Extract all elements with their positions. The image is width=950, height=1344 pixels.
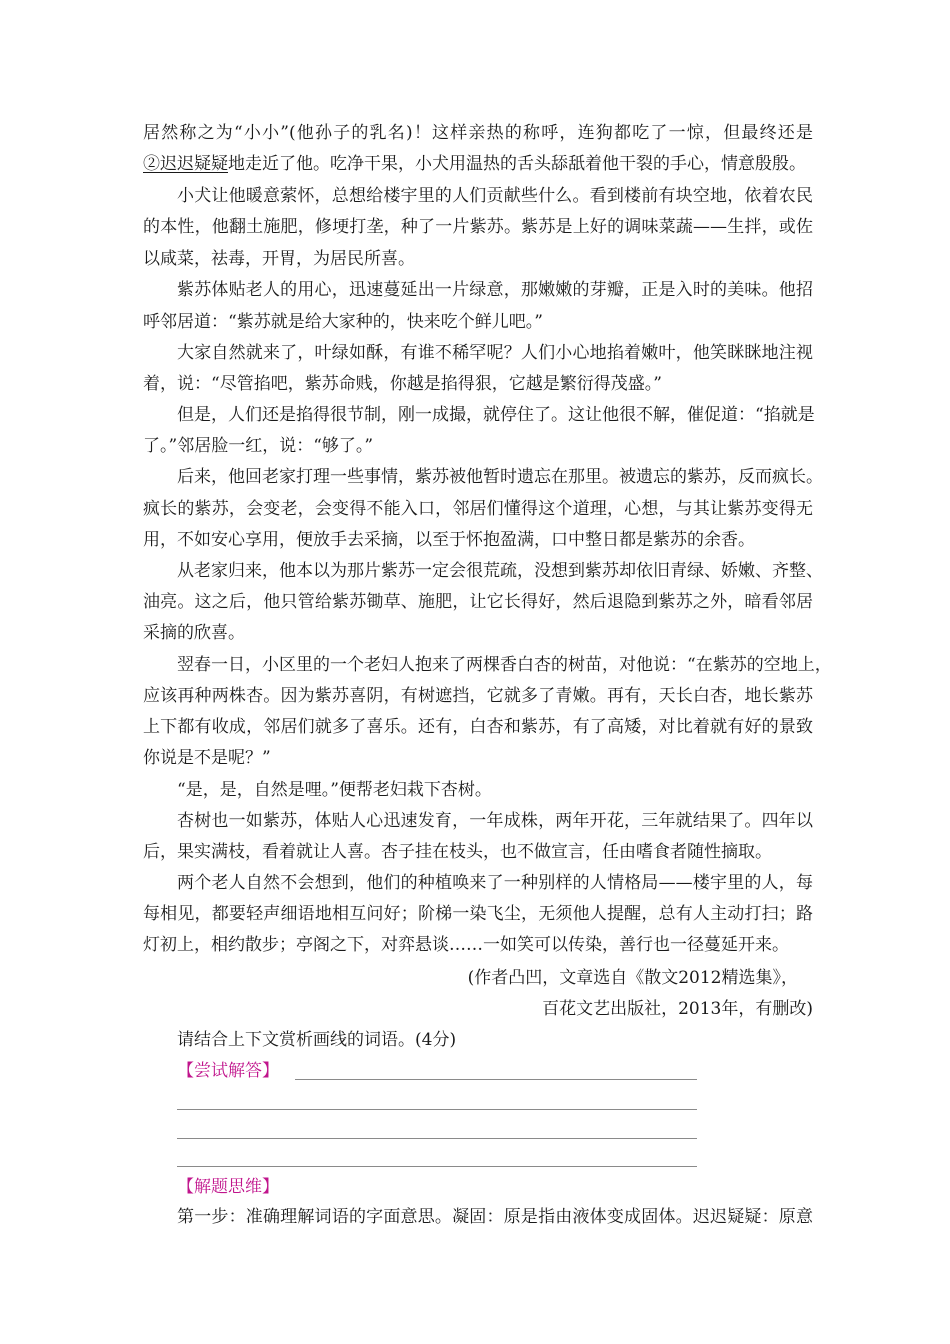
- text-line: 大家自然就来了，叶绿如酥，有谁不稀罕呢？人们小心地掐着嫩叶，他笑眯眯地注视: [177, 343, 813, 363]
- try-answer-label: 【尝试解答】: [177, 1061, 279, 1081]
- text-line: 呼邻居道：“紫苏就是给大家种的，快来吃个鲜儿吧。”: [143, 312, 543, 332]
- text-line: 居然称之为“小小”(他孙子的乳名)！这样亲热的称呼，连狗都吃了一惊，但最终还是: [143, 123, 813, 143]
- text-line: 采摘的欣喜。: [143, 623, 245, 643]
- text-line: 了。”邻居脸一红，说：“够了。”: [143, 436, 374, 456]
- source-citation-line-2: 百花文艺出版社，2013年，有删改): [542, 999, 813, 1019]
- text-line: 油亮。这之后，他只管给紫苏锄草、施肥，让它长得好，然后退隐到紫苏之外，暗看邻居: [143, 592, 813, 612]
- text-line-rest: 地走近了他。吃净干果，小犬用温热的舌头舔舐着他干裂的手心，情意殷殷。: [228, 154, 806, 174]
- text-line: 以咸菜，祛毒，开胃，为居民所喜。: [143, 249, 415, 269]
- text-line: 你说是不是呢？”: [143, 748, 271, 768]
- question-text: 请结合上下文赏析画线的词语。(4分): [177, 1030, 457, 1050]
- text-line: “是，是，自然是哩。”便帮老妇栽下杏树。: [177, 780, 492, 800]
- underlined-word: ②迟迟疑疑: [143, 154, 228, 174]
- answer-blank-line[interactable]: [177, 1138, 697, 1139]
- text-line: 两个老人自然不会想到，他们的种植唤来了一种别样的人情格局——楼宇里的人，每: [177, 873, 813, 893]
- text-line: 用，不如安心享用，便放手去采摘，以至于怀抱盈满，口中整日都是紫苏的余香。: [143, 530, 755, 550]
- text-line: 灯初上，相约散步；亭阁之下，对弈悬谈……一如笑可以传染，善行也一径蔓延开来。: [143, 935, 789, 955]
- thinking-label: 【解题思维】: [177, 1177, 279, 1197]
- text-line: [143, 152, 813, 176]
- text-line: 紫苏体贴老人的用心，迅速蔓延出一片绿意，那嫩嫩的芽瓣，正是入时的美味。他招: [177, 280, 813, 300]
- text-line: 但是，人们还是掐得很节制，刚一成撮，就停住了。这让他很不解，催促道：“掐就是: [177, 405, 815, 425]
- answer-blank-line[interactable]: [177, 1109, 697, 1110]
- step-one-text: 第一步：准确理解词语的字面意思。凝固：原是指由液体变成固体。迟迟疑疑：原意: [177, 1207, 813, 1227]
- text-line: 杏树也一如紫苏，体贴人心迅速发育，一年成株，两年开花，三年就结果了。四年以: [177, 811, 813, 831]
- text-line: 上下都有收成，邻居们就多了喜乐。还有，白杏和紫苏，有了高矮，对比着就有好的景致: [143, 717, 813, 737]
- text-line: 翌春一日，小区里的一个老妇人抱来了两棵香白杏的树苗，对他说：“在紫苏的空地上，: [177, 655, 832, 675]
- text-line: 后，果实满枝，看着就让人喜。杏子挂在枝头，也不做宣言，任由嗜食者随性摘取。: [143, 842, 772, 862]
- text-line: 从老家归来，他本以为那片紫苏一定会很荒疏，没想到紫苏却依旧青绿、娇嫩、齐整、: [177, 561, 823, 581]
- text-line: 小犬让他暖意萦怀，总想给楼宇里的人们贡献些什么。看到楼前有块空地，依着农民: [177, 186, 813, 206]
- text-line: 每相见，都要轻声细语地相互问好；阶梯一染飞尘，无须他人提醒，总有人主动打扫；路: [143, 904, 813, 924]
- text-line: 的本性，他翻土施肥，修埂打垄，种了一片紫苏。紫苏是上好的调味菜蔬——生拌，或佐: [143, 217, 813, 237]
- text-line: 着，说：“尽管掐吧，紫苏命贱，你越是掐得狠，它越是繁衍得茂盛。”: [143, 374, 662, 394]
- text-line: 疯长的紫苏，会变老，会变得不能入口，邻居们懂得这个道理，心想，与其让紫苏变得无: [143, 499, 813, 519]
- answer-blank-line[interactable]: [295, 1079, 697, 1080]
- text-line: 后来，他回老家打理一些事情，紫苏被他暂时遗忘在那里。被遗忘的紫苏，反而疯长。: [177, 467, 823, 487]
- text-line: 应该再种两株杏。因为紫苏喜阴，有树遮挡，它就多了青嫩。再有，天长白杏，地长紫苏: [143, 686, 813, 706]
- answer-blank-line[interactable]: [177, 1166, 697, 1167]
- source-citation-line-1: (作者凸凹，文章选自《散文2012精选集》，: [467, 968, 798, 988]
